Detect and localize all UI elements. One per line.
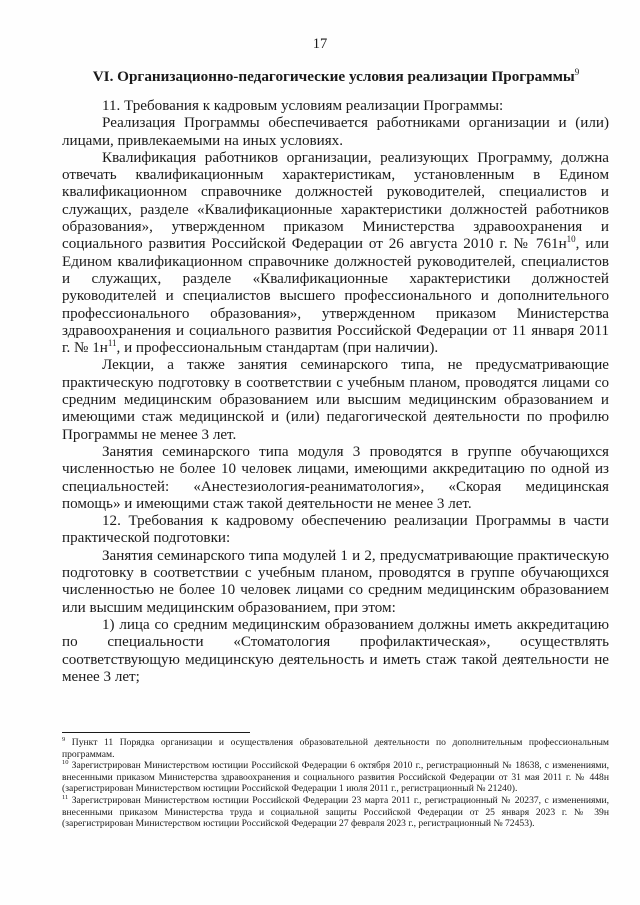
paragraph-item-12: 12. Требования к кадровому обеспечению реализации Программы в части практической подготовки: (62, 513, 609, 547)
footnote-10 (62, 760, 609, 795)
paragraph-staff-conditions: Реализация Программы обеспечивается работниками организации и (или) лицами, привлекаемыми на иных условиях. (62, 115, 609, 149)
footnote-mark-11: 11 (62, 793, 69, 801)
page-number: 17 (312, 36, 328, 52)
footnote-11 (62, 795, 609, 830)
footnote-separator (62, 732, 250, 733)
body-text (62, 98, 609, 686)
paragraph-qualification (62, 150, 609, 358)
qualification-text-b: , или Едином квалификационном справочнике должностей руководителей, специалистов и служащих, разделе «Квалификационные характеристики должностей руководителей и специалистов высшего профессионального и дополнительного профессионального образования», утвержденном приказом Министерства здравоохранения и социального развития Российской Федерации от 11 января 2011 г. № 1н (62, 236, 610, 357)
footnote-mark-10: 10 (62, 759, 69, 766)
footnote-ref-10[interactable]: 10 (566, 234, 576, 245)
footnote-ref-11[interactable]: 11 (107, 338, 117, 349)
paragraph-lectures: Лекции, а также занятия семинарского типа, не предусматривающие практическую подготовку в соответствии с учебным планом, проводятся лицами со средним медицинским образованием или высшим медицинским образованием и имеющими стаж медицинской и (или) педагогической деятельности по профилю Программы не менее 3 лет. (62, 357, 609, 443)
section-heading (66, 67, 606, 86)
footnote-10-text: Зарегистрирован Министерством юстиции Российской Федерации 6 октября 2010 г., регистрационный № 18638, с изменениями, внесенными приказом Министерства здравоохранения и социального развития Российской Федерации от 31 мая 2011 г. № 448н (зарегистрирован Министерством юстиции Российской Федерации 1 июля 2011 г., регистрационный № 21240). (62, 760, 609, 795)
footnote-9-text: Пункт 11 Порядка организации и осуществления образовательной деятельности по дополнительным профессиональным программам. (62, 737, 609, 760)
paragraph-requirement-1: 1) лица со средним медицинским образованием должны иметь аккредитацию по специальности «Стоматология профилактическая», осуществлять соответствующую медицинскую деятельность и иметь стаж такой деятельности не менее 3 лет; (62, 616, 609, 685)
section-heading-text: VI. Организационно-педагогические условия реализации Программы (92, 68, 575, 86)
footnotes (62, 737, 609, 830)
qualification-text-c: , и профессиональным стандартам (при наличии). (116, 340, 439, 357)
footnote-mark-9: 9 (62, 735, 66, 743)
paragraph-module-3: Занятия семинарского типа модуля 3 проводятся в группе обучающихся численностью не более 10 человек лицами, имеющими аккредитацию по одной из специальностей: «Анестезиология-реаниматология», «Скорая медицинская помощь» и имеющими стаж такой деятельности не менее 3 лет. (62, 443, 609, 512)
footnote-ref-9[interactable]: 9 (574, 67, 580, 77)
paragraph-item-11: 11. Требования к кадровым условиям реализации Программы: (102, 98, 504, 114)
footnote-11-text: Зарегистрирован Министерством юстиции Российской Федерации 23 марта 2011 г., регистрационный № 20237, с изменениями, внесенными приказом Министерства труда и социальной защиты Российской Федерации от 25 января 2023 г. № 39н (зарегистрирован Министерством юстиции Российской Федерации 27 февраля 2023 г., регистрационный № 72453). (62, 794, 609, 830)
paragraph-modules-1-2: Занятия семинарского типа модулей 1 и 2, предусматривающие практическую подготовку в соответствии с учебным планом, проводятся в группе обучающихся численностью не более 10 человек лицами со средним медицинским образованием или высшим медицинским образованием, при этом: (62, 547, 609, 616)
qualification-text-a: Квалификация работников организации, реализующих Программу, должна отвечать квалификационным характеристикам, установленным в Едином квалификационном справочнике должностей руководителей, специалистов и служащих, разделе «Квалификационные характеристики должностей работников образования», утвержденном приказом Министерства здравоохранения и социального развития Российской Федерации от 26 августа 2010 г. № 761н (62, 149, 609, 253)
footnote-9 (62, 737, 609, 760)
